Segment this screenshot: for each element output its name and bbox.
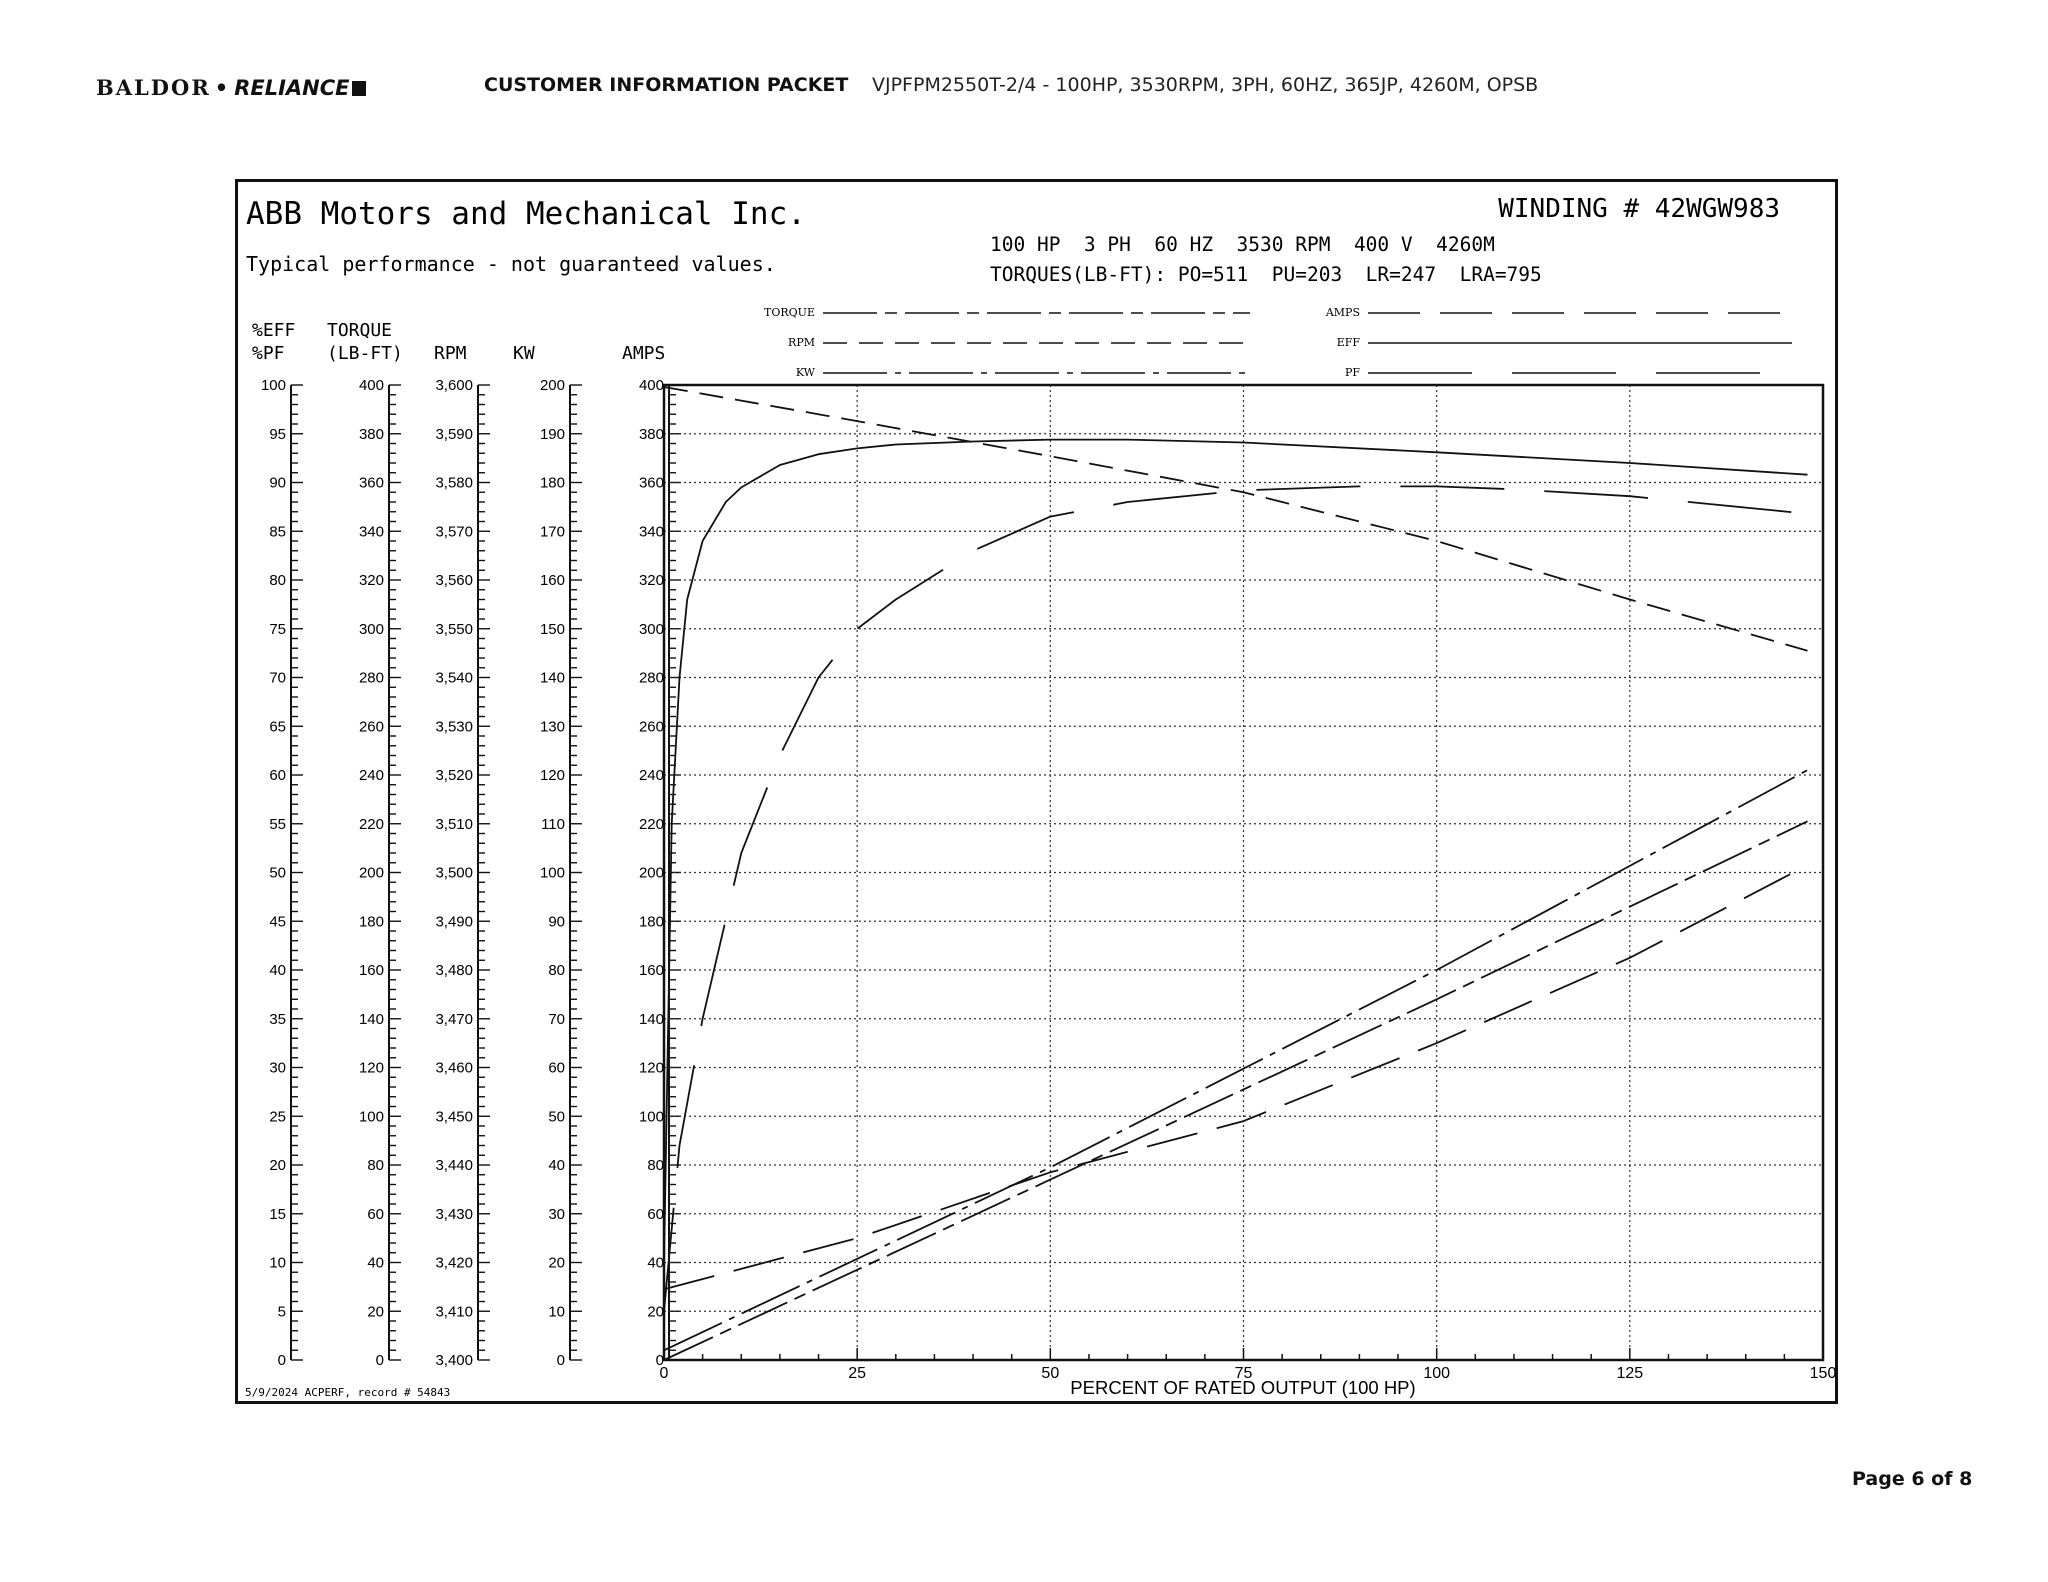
eff_pf-tick-label: 5 <box>277 1303 286 1321</box>
rpm-tick-label: 3,410 <box>435 1303 473 1321</box>
rpm-tick-label: 3,600 <box>435 377 473 394</box>
amps-tick-label: 80 <box>647 1157 664 1174</box>
torque-values: TORQUES(LB-FT): PO=511 PU=203 LR=247 LRA=795 <box>990 263 1542 286</box>
eff_pf-tick-label: 70 <box>269 669 286 687</box>
eff_pf-tick-label: 35 <box>269 1010 286 1028</box>
torque-tick-label: 100 <box>358 1108 384 1126</box>
kw-tick-label: 30 <box>548 1205 565 1223</box>
legend <box>764 306 1792 379</box>
eff_pf-tick-label: 25 <box>269 1108 286 1126</box>
eff_pf-tick-label: 80 <box>269 572 286 589</box>
x-tick-label: 0 <box>659 1365 669 1382</box>
rpm-tick-label: 3,570 <box>435 523 473 541</box>
rpm-tick-label: 3,400 <box>435 1352 473 1369</box>
kw-tick-label: 10 <box>548 1303 565 1321</box>
company-name: ABB Motors and Mechanical Inc. <box>246 196 806 232</box>
amps-tick-label: 200 <box>638 864 664 882</box>
eff_pf-tick-label: 95 <box>269 425 286 443</box>
packet-title: CUSTOMER INFORMATION PACKET <box>484 74 849 96</box>
kw-tick-label: 140 <box>539 669 565 687</box>
page-number: Page 6 of 8 <box>1852 1468 1973 1490</box>
amps-tick-label: 360 <box>638 474 664 492</box>
rpm-tick-label: 3,580 <box>435 474 473 492</box>
amps-tick-label: 280 <box>638 669 664 687</box>
kw-tick-label: 160 <box>539 572 565 589</box>
amps-tick-label: 160 <box>638 962 664 979</box>
legend-label-eff: EFF <box>1336 336 1360 349</box>
legend-label-amps: AMPS <box>1325 306 1360 319</box>
series-torque-curve <box>664 821 1808 1360</box>
rpm-tick-label: 3,450 <box>435 1108 473 1126</box>
torque-tick-label: 140 <box>358 1010 384 1028</box>
rpm-tick-label: 3,500 <box>435 864 473 882</box>
series-kw-curve <box>664 770 1808 1350</box>
rpm-header-bottom: RPM <box>434 343 467 364</box>
kw-tick-label: 100 <box>539 864 565 882</box>
rpm-tick-label: 3,530 <box>435 718 473 736</box>
eff_pf-tick-label: 50 <box>269 864 286 882</box>
amps-tick-label: 400 <box>638 377 664 394</box>
eff_pf-tick-label: 0 <box>277 1352 286 1369</box>
grid <box>664 385 1823 1360</box>
rpm-tick-label: 3,430 <box>435 1205 473 1223</box>
kw-tick-label: 130 <box>539 718 565 736</box>
amps-tick-label: 260 <box>638 718 664 736</box>
amps-header-bottom: AMPS <box>622 343 666 364</box>
torque-tick-label: 240 <box>358 767 384 784</box>
series-pf-curve <box>664 486 1808 1311</box>
rpm-tick-label: 3,590 <box>435 425 473 443</box>
kw-tick-label: 190 <box>539 425 565 443</box>
amps-tick-label: 320 <box>638 572 664 589</box>
eff_pf-tick-label: 45 <box>269 913 286 931</box>
amps-tick-label: 240 <box>638 767 664 784</box>
kw-tick-label: 60 <box>548 1059 565 1077</box>
rpm-tick-label: 3,460 <box>435 1059 473 1077</box>
amps-tick-label: 100 <box>638 1108 664 1126</box>
rpm-tick-label: 3,490 <box>435 913 473 931</box>
torque-tick-label: 60 <box>367 1205 384 1223</box>
brand-right: RELIANCE <box>234 75 350 100</box>
x-tick-label: 25 <box>848 1365 867 1382</box>
rpm-tick-label: 3,560 <box>435 572 473 589</box>
x-tick-label: 75 <box>1234 1365 1253 1382</box>
kw-header-bottom: KW <box>513 343 535 364</box>
brand-dot: • <box>214 74 231 100</box>
eff_pf-tick-label: 10 <box>269 1254 286 1272</box>
rpm-tick-label: 3,480 <box>435 962 473 979</box>
eff_pf-header-top: %EFF <box>252 320 296 341</box>
x-tick-label: 150 <box>1809 1365 1837 1382</box>
eff_pf-tick-label: 75 <box>269 620 286 638</box>
disclaimer: Typical performance - not guaranteed values. <box>246 252 776 276</box>
kw-tick-label: 80 <box>548 962 565 979</box>
rpm-tick-label: 3,540 <box>435 669 473 687</box>
kw-tick-label: 180 <box>539 474 565 492</box>
kw-tick-label: 20 <box>548 1254 565 1272</box>
series-amps-curve <box>664 865 1808 1289</box>
kw-tick-label: 40 <box>548 1157 565 1174</box>
rpm-tick-label: 3,470 <box>435 1010 473 1028</box>
torque-tick-label: 300 <box>358 620 384 638</box>
eff_pf-tick-label: 60 <box>269 767 286 784</box>
eff_pf-tick-label: 90 <box>269 474 286 492</box>
x-tick-label: 50 <box>1041 1365 1060 1382</box>
kw-tick-label: 110 <box>541 815 565 833</box>
amps-tick-label: 0 <box>655 1352 664 1369</box>
amps-tick-label: 60 <box>647 1205 664 1223</box>
torque-tick-label: 120 <box>358 1059 384 1077</box>
series-eff-curve <box>664 440 1808 1263</box>
record-stamp: 5/9/2024 ACPERF, record # 54843 <box>245 1386 451 1399</box>
amps-tick-label: 40 <box>647 1254 664 1272</box>
eff_pf-tick-label: 40 <box>269 962 286 979</box>
eff_pf-tick-label: 55 <box>269 815 286 833</box>
legend-label-kw: KW <box>795 366 815 379</box>
torque-tick-label: 260 <box>358 718 384 736</box>
amps-tick-label: 120 <box>638 1059 664 1077</box>
torque-tick-label: 80 <box>367 1157 384 1174</box>
torque-tick-label: 20 <box>367 1303 384 1321</box>
amps-tick-label: 180 <box>638 913 664 931</box>
kw-tick-label: 200 <box>539 377 565 394</box>
kw-tick-label: 120 <box>539 767 565 784</box>
kw-tick-label: 150 <box>539 620 565 638</box>
model-description: VJPFPM2550T-2/4 - 100HP, 3530RPM, 3PH, 60HZ, 365JP, 4260M, OPSB <box>872 74 1539 96</box>
eff_pf-tick-label: 65 <box>269 718 286 736</box>
legend-label-torque: TORQUE <box>764 306 815 319</box>
amps-tick-label: 220 <box>638 815 664 833</box>
torque-header-bottom: (LB-FT) <box>327 343 403 364</box>
brand-left: BALDOR <box>96 74 211 100</box>
torque-tick-label: 180 <box>358 913 384 931</box>
torque-tick-label: 320 <box>358 572 384 589</box>
amps-tick-label: 340 <box>638 523 664 541</box>
rpm-tick-label: 3,520 <box>435 767 473 784</box>
amps-tick-label: 300 <box>638 620 664 638</box>
rpm-tick-label: 3,440 <box>435 1157 473 1174</box>
torque-tick-label: 340 <box>358 523 384 541</box>
torque-tick-label: 40 <box>367 1254 384 1272</box>
eff_pf-tick-label: 100 <box>260 377 286 394</box>
eff_pf-tick-label: 30 <box>269 1059 286 1077</box>
rpm-tick-label: 3,550 <box>435 620 473 638</box>
eff_pf-header-bottom: %PF <box>252 343 285 364</box>
legend-label-pf: PF <box>1344 366 1360 379</box>
torque-tick-label: 280 <box>358 669 384 687</box>
amps-tick-label: 20 <box>647 1303 664 1321</box>
eff_pf-tick-label: 85 <box>269 523 286 541</box>
torque-tick-label: 220 <box>358 815 384 833</box>
torque-tick-label: 360 <box>358 474 384 492</box>
kw-tick-label: 70 <box>548 1010 565 1028</box>
torque-tick-label: 0 <box>375 1352 384 1369</box>
x-axis-label: PERCENT OF RATED OUTPUT (100 HP) <box>1070 1377 1416 1398</box>
x-tick-label: 125 <box>1616 1365 1644 1382</box>
series-rpm-curve <box>664 387 1808 651</box>
winding-number: WINDING # 42WGW983 <box>1498 194 1780 224</box>
kw-tick-label: 0 <box>556 1352 565 1369</box>
kw-tick-label: 170 <box>539 523 565 541</box>
torque-tick-label: 400 <box>358 377 384 394</box>
kw-tick-label: 50 <box>548 1108 565 1126</box>
eff_pf-tick-label: 15 <box>269 1205 286 1223</box>
torque-header-top: TORQUE <box>327 320 393 341</box>
torque-tick-label: 160 <box>358 962 384 979</box>
amps-tick-label: 380 <box>638 425 664 443</box>
motor-specs: 100 HP 3 PH 60 HZ 3530 RPM 400 V 4260M <box>990 233 1495 256</box>
rpm-tick-label: 3,420 <box>435 1254 473 1272</box>
rpm-tick-label: 3,510 <box>435 815 473 833</box>
x-tick-label: 100 <box>1423 1365 1451 1382</box>
amps-tick-label: 140 <box>638 1010 664 1028</box>
left-scales <box>252 320 681 1369</box>
eff_pf-tick-label: 20 <box>269 1157 286 1174</box>
torque-tick-label: 380 <box>358 425 384 443</box>
kw-tick-label: 90 <box>548 913 565 931</box>
torque-tick-label: 200 <box>358 864 384 882</box>
legend-label-rpm: RPM <box>788 336 815 349</box>
